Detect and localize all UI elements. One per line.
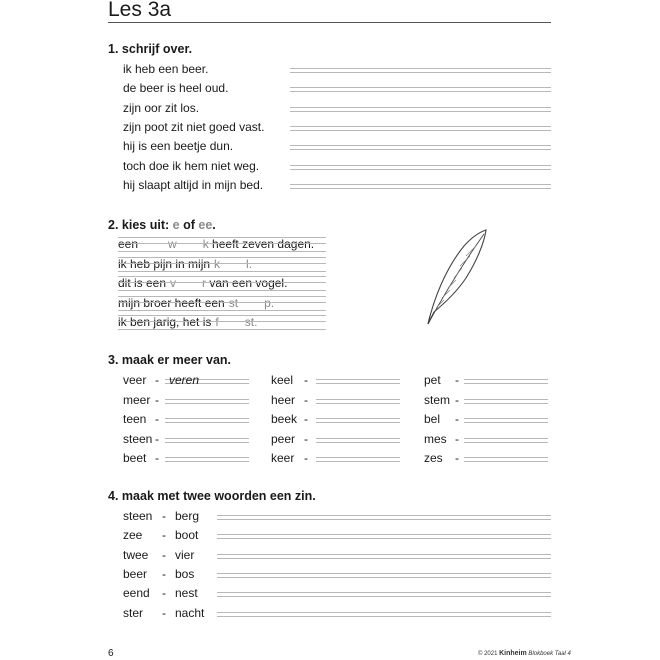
letter-hint-end: k — [202, 237, 209, 251]
word-a: beer — [123, 566, 148, 581]
dash: - — [455, 412, 459, 426]
title-divider — [108, 22, 551, 23]
dash: - — [455, 451, 459, 465]
choice-b: ee — [198, 218, 213, 232]
base-word: beek — [271, 412, 298, 426]
word-a: ster — [123, 605, 144, 620]
sentence-start: mijn broer heeft een — [118, 295, 225, 310]
letter-hint-end: st. — [244, 315, 258, 329]
word-a: twee — [123, 547, 149, 562]
sentence-line[interactable] — [217, 534, 551, 539]
dash: - — [455, 431, 459, 446]
answer-line[interactable] — [165, 438, 249, 443]
copy-sentence: zijn poot zit niet goed vast. — [123, 119, 265, 134]
letter-hint-end: p. — [264, 295, 275, 310]
exercise-2-heading: 2. kies uit: e of ee. — [108, 218, 216, 232]
writing-line[interactable] — [290, 165, 551, 170]
dash: - — [304, 373, 308, 387]
copy-sentence: zijn oor zit los. — [123, 100, 200, 115]
copy-sentence: hij is een beetje dun. — [123, 139, 234, 154]
page-title: Les 3a — [108, 0, 172, 21]
answer-line[interactable] — [316, 418, 400, 423]
guide-line-top — [118, 296, 326, 297]
dash: - — [155, 431, 159, 446]
answer-line[interactable] — [464, 399, 548, 404]
base-word: heer — [271, 392, 296, 407]
base-word: veer — [123, 373, 147, 387]
answer-line[interactable] — [316, 457, 400, 462]
feather-icon — [420, 228, 492, 328]
letter-hint-start: st — [228, 295, 239, 310]
exercise-3-number: 3. — [108, 353, 119, 367]
base-word: bel — [424, 412, 441, 426]
fill-in-sentence — [118, 257, 252, 271]
copy-sentence: hij slaapt altijd in mijn bed. — [123, 177, 264, 192]
base-word: steen — [123, 431, 153, 446]
sentence-line[interactable] — [217, 573, 551, 578]
writing-line[interactable] — [290, 126, 551, 131]
guide-line-top — [118, 276, 326, 277]
dash: - — [155, 412, 159, 426]
answer-line[interactable] — [316, 399, 400, 404]
base-word: beet — [123, 451, 147, 465]
guide-line-top — [118, 257, 326, 258]
exercise-3-heading — [108, 353, 231, 367]
copy-sentence: de beer is heel oud. — [123, 81, 229, 96]
writing-line[interactable] — [290, 87, 551, 92]
footer-publisher: Kinheim — [499, 650, 527, 657]
letter-hint-start: f — [215, 315, 219, 329]
writing-line[interactable] — [290, 145, 551, 150]
letter-hint-end: l. — [246, 256, 253, 271]
dash: - — [155, 373, 159, 387]
answer-line[interactable] — [464, 418, 548, 423]
dash: - — [162, 586, 166, 601]
guide-line-top — [118, 315, 326, 316]
word-a: zee — [123, 528, 143, 543]
base-word: teen — [123, 412, 147, 426]
exercise-1-heading — [108, 42, 192, 56]
dash: - — [304, 451, 308, 465]
dash: - — [304, 392, 308, 407]
word-b: nest — [175, 586, 198, 601]
sentence-line[interactable] — [217, 554, 551, 559]
page-number: 6 — [108, 648, 114, 659]
sentence-start: ik heb pijn in mijn — [118, 256, 211, 271]
exercise-3-title: maak er meer van. — [121, 353, 232, 367]
fill-in-sentence — [118, 315, 257, 329]
dash: - — [455, 373, 459, 387]
base-word: zes — [424, 451, 443, 465]
dash: - — [155, 392, 159, 407]
exercise-1-title: schrijf over. — [121, 42, 193, 56]
writing-line[interactable] — [290, 184, 551, 189]
exercise-4-heading — [108, 489, 316, 503]
sentence-start: dit is een — [118, 276, 167, 290]
base-word: meer — [123, 392, 151, 407]
guide-line-mid — [118, 282, 326, 283]
guide-line-top — [118, 237, 326, 238]
word-b: vier — [175, 547, 195, 562]
dash: - — [162, 547, 166, 562]
dash: - — [304, 412, 308, 426]
word-b: berg — [175, 509, 200, 523]
dash: - — [162, 509, 166, 523]
answer-line[interactable] — [165, 457, 249, 462]
answer-line[interactable] — [464, 438, 548, 443]
dash: - — [155, 451, 159, 465]
letter-hint-start: w — [168, 237, 177, 251]
guide-line-base — [118, 329, 326, 330]
footer-copyright: © 2021 — [478, 651, 498, 657]
answer-line[interactable] — [464, 457, 548, 462]
footer-credit — [478, 650, 571, 657]
answer-line[interactable] — [316, 438, 400, 443]
word-a: eend — [123, 586, 150, 601]
footer-book: Blokboek Taal 4 — [528, 651, 571, 657]
guide-line-base — [118, 290, 326, 291]
exercise-2-number: 2. — [108, 218, 119, 232]
letter-hint-end: r — [202, 276, 207, 290]
fill-in-sentence — [118, 276, 287, 290]
word-b: bos — [175, 566, 195, 581]
example-answer: veren — [169, 373, 200, 387]
sentence-start: ik ben jarig, het is — [118, 315, 212, 329]
base-word: pet — [424, 373, 441, 387]
word-b: boot — [175, 528, 199, 543]
answer-line[interactable] — [464, 379, 548, 384]
base-word: stem — [424, 392, 451, 407]
choice-a: e — [172, 218, 180, 232]
exercise-4-number: 4. — [108, 489, 119, 503]
copy-sentence: ik heb een beer. — [123, 62, 209, 76]
word-a: steen — [123, 509, 153, 523]
dash: - — [162, 566, 166, 581]
guide-line-base — [118, 310, 326, 311]
base-word: keel — [271, 373, 294, 387]
sentence-line[interactable] — [217, 612, 551, 617]
choice-separator: of — [183, 218, 195, 232]
writing-line[interactable] — [290, 107, 551, 112]
dash: - — [455, 392, 459, 407]
sentence-start: een — [118, 237, 139, 251]
base-word: keer — [271, 451, 295, 465]
fill-in-sentence — [118, 296, 274, 310]
guide-line-mid — [118, 302, 326, 303]
fill-in-sentence — [118, 237, 314, 251]
letter-hint-start: k — [214, 256, 221, 271]
exercise-4-title: maak met twee woorden een zin. — [121, 489, 316, 503]
guide-line-mid — [118, 263, 326, 264]
exercise-2-title: kies uit: — [121, 218, 170, 232]
dash: - — [162, 528, 166, 543]
sentence-end: van een vogel. — [209, 276, 288, 290]
base-word: mes — [424, 431, 447, 446]
sentence-end: heeft zeven dagen. — [212, 237, 315, 251]
guide-line-mid — [118, 321, 326, 322]
answer-line[interactable] — [165, 399, 249, 404]
word-b: nacht — [175, 605, 205, 620]
copy-sentence: toch doe ik hem niet weg. — [123, 158, 260, 173]
guide-line-base — [118, 251, 326, 252]
guide-line-base — [118, 271, 326, 272]
writing-line[interactable] — [290, 68, 551, 73]
base-word: peer — [271, 431, 296, 446]
guide-line-mid — [118, 243, 326, 244]
exercise-1-number: 1. — [108, 42, 119, 56]
answer-line[interactable] — [316, 379, 400, 384]
dash: - — [304, 431, 308, 446]
dash: - — [162, 605, 166, 620]
letter-hint-start: v — [170, 276, 177, 290]
sentence-line[interactable] — [217, 592, 551, 597]
answer-line[interactable] — [165, 418, 249, 423]
sentence-line[interactable] — [217, 515, 551, 520]
